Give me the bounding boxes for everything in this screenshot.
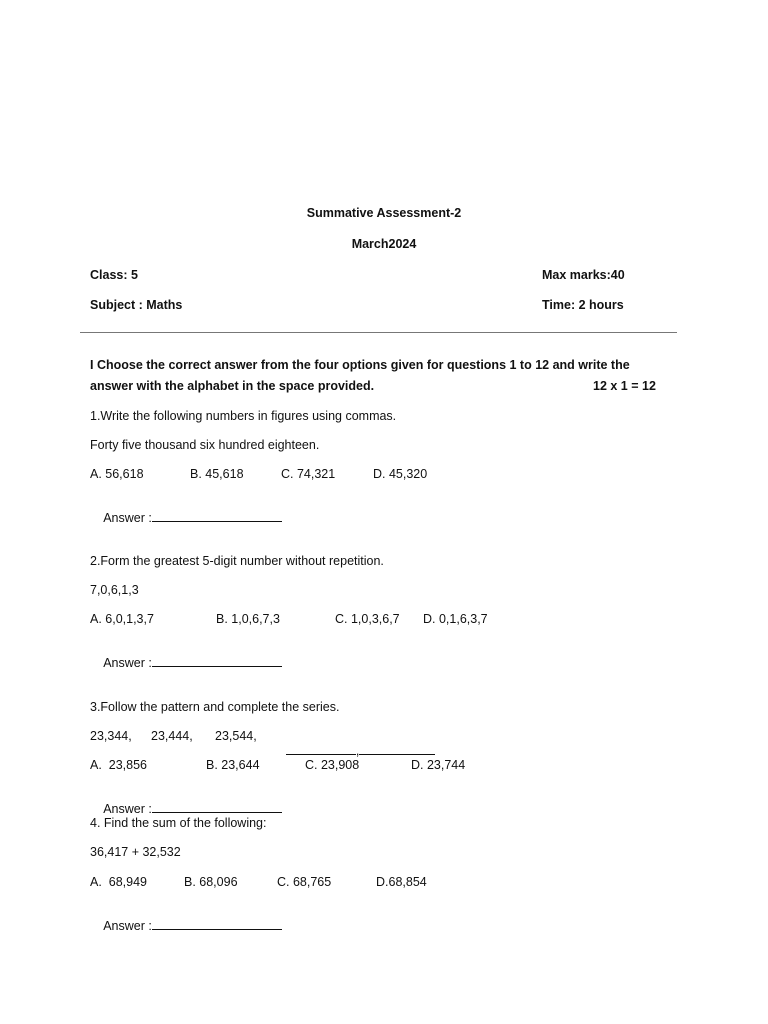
class-label: Class: 5 bbox=[90, 268, 138, 282]
question-3-option-d: D. 23,744 bbox=[411, 758, 466, 772]
question-2-answer bbox=[90, 641, 282, 684]
question-1-option-a: A. 56,618 bbox=[90, 467, 144, 481]
question-3-series-1: 23,344, bbox=[90, 729, 132, 743]
question-2-option-d: D. 0,1,6,3,7 bbox=[423, 612, 488, 626]
question-1-answer bbox=[90, 496, 282, 539]
question-3-option-b: B. 23,644 bbox=[206, 758, 260, 772]
question-2-option-b: B. 1,0,6,7,3 bbox=[216, 612, 280, 626]
question-1-option-d: D. 45,320 bbox=[373, 467, 428, 481]
question-3-series-3: 23,544, bbox=[215, 729, 257, 743]
question-3-series-2: 23,444, bbox=[151, 729, 193, 743]
exam-date: March2024 bbox=[351, 237, 417, 251]
answer-label: Answer : bbox=[103, 656, 152, 670]
max-marks: Max marks:40 bbox=[542, 268, 625, 282]
question-4-text: 4. Find the sum of the following: bbox=[90, 816, 267, 830]
section-instruction-line1: I Choose the correct answer from the four options given for questions 1 to 12 and write the bbox=[90, 358, 630, 372]
question-4-option-b: B. 68,096 bbox=[184, 875, 238, 889]
question-4-option-a: A. 68,949 bbox=[90, 875, 147, 889]
question-1-detail: Forty five thousand six hundred eighteen. bbox=[90, 438, 320, 452]
header-divider bbox=[80, 332, 677, 333]
answer-label: Answer : bbox=[103, 511, 152, 525]
question-4-option-c: C. 68,765 bbox=[277, 875, 332, 889]
question-4-answer bbox=[90, 904, 282, 947]
answer-label: Answer : bbox=[103, 802, 152, 816]
question-3-option-c: C. 23,908 bbox=[305, 758, 360, 772]
question-4-option-d: D.68,854 bbox=[376, 875, 427, 889]
question-4-detail: 36,417 + 32,532 bbox=[90, 845, 181, 859]
answer-blank[interactable] bbox=[152, 510, 282, 522]
subject-label: Subject : Maths bbox=[90, 298, 183, 312]
question-3-option-a: A. 23,856 bbox=[90, 758, 147, 772]
section-marks: 12 x 1 = 12 bbox=[593, 379, 656, 393]
series-separator: , bbox=[355, 744, 360, 758]
question-1-option-b: B. 45,618 bbox=[190, 467, 244, 481]
answer-label: Answer : bbox=[103, 919, 152, 933]
section-instruction-line2: answer with the alphabet in the space provided. bbox=[90, 379, 375, 393]
series-blank-1[interactable] bbox=[286, 743, 356, 755]
answer-blank[interactable] bbox=[152, 655, 282, 667]
answer-blank[interactable] bbox=[152, 801, 282, 813]
question-2-option-c: C. 1,0,3,6,7 bbox=[335, 612, 400, 626]
time-label: Time: 2 hours bbox=[542, 298, 624, 312]
question-2-option-a: A. 6,0,1,3,7 bbox=[90, 612, 154, 626]
question-3-text: 3.Follow the pattern and complete the series. bbox=[90, 700, 340, 714]
question-1-option-c: C. 74,321 bbox=[281, 467, 336, 481]
answer-blank[interactable] bbox=[152, 918, 282, 930]
question-2-detail: 7,0,6,1,3 bbox=[90, 583, 139, 597]
question-2-text: 2.Form the greatest 5-digit number without repetition. bbox=[90, 554, 384, 568]
series-blank-2[interactable] bbox=[359, 743, 435, 755]
question-1-text: 1.Write the following numbers in figures using commas. bbox=[90, 409, 397, 423]
exam-title: Summative Assessment-2 bbox=[306, 206, 462, 220]
